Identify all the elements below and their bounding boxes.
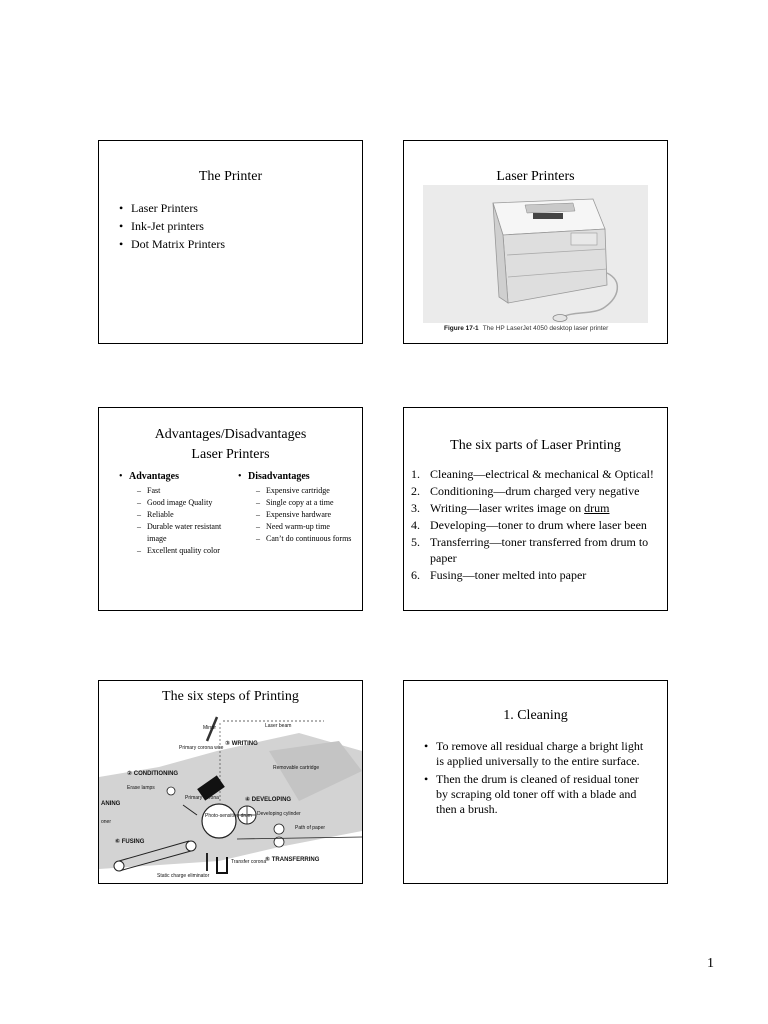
list-item: – Can’t do continuous forms xyxy=(238,533,356,545)
list-item: – Durable water resistant image xyxy=(119,521,237,545)
bullet-list xyxy=(424,739,649,817)
label-photo-drum: Photo-sensitive drum xyxy=(205,813,252,819)
list-item: – Reliable xyxy=(119,509,237,521)
list-item: • To remove all residual charge a bright light is applied universally to the entire surface. xyxy=(424,739,649,769)
disadvantages-heading: • Disadvantages xyxy=(238,470,356,484)
slide-advantages-disadvantages xyxy=(98,407,363,611)
list-item: – Need warm-up time xyxy=(238,521,356,533)
label-developing: ④ DEVELOPING xyxy=(245,797,292,803)
label-fusing: ⑥ FUSING xyxy=(115,839,145,845)
photosensitive-drum xyxy=(202,804,236,838)
list-item xyxy=(411,500,663,516)
step-text: Conditioning—drum charged very negative xyxy=(430,484,640,498)
list-item: • Ink-Jet printers xyxy=(119,217,225,235)
list-item: • Laser Printers xyxy=(119,199,225,217)
advantages-list xyxy=(119,485,237,557)
slide-subtitle: Laser Printers xyxy=(191,447,270,462)
step-number: 2. xyxy=(411,484,420,498)
label-cleaning-partial: ANING xyxy=(101,801,121,807)
step-text: Fusing—toner melted into paper xyxy=(430,568,587,582)
slide-title: Advantages/Disadvantages xyxy=(154,427,307,442)
label-erase-lamps: Erase lamps xyxy=(127,785,155,791)
label-transferring: ⑤ TRANSFERRING xyxy=(265,857,320,863)
label-writing: ③ WRITING xyxy=(225,741,258,747)
list-item xyxy=(411,567,663,583)
label-developing-cylinder: Developing cylinder xyxy=(257,811,301,817)
list-item xyxy=(411,466,663,482)
list-item: – Fast xyxy=(119,485,237,497)
laser-printer-photo xyxy=(423,185,648,323)
bullet-list xyxy=(119,199,225,253)
slide-title: The six steps of Printing xyxy=(162,689,299,704)
step-text-underlined: drum xyxy=(584,501,610,515)
label-laser-beam: Laser beam xyxy=(265,723,292,729)
label-removable-cartridge: Removable cartridge xyxy=(273,765,320,771)
label-path-of-paper: Path of paper xyxy=(295,825,326,831)
figure-caption-text: The HP LaserJet 4050 desktop laser printer xyxy=(482,325,609,332)
list-item: • Then the drum is cleaned of residual toner by scraping old toner off with a blade and then a brush. xyxy=(424,772,649,817)
label-toner-partial: oner xyxy=(101,819,112,825)
list-item xyxy=(411,517,663,533)
step-number: 5. xyxy=(411,535,420,549)
list-item: • Dot Matrix Printers xyxy=(119,235,225,253)
list-item: – Good image Quality xyxy=(119,497,237,509)
slide-title: The Printer xyxy=(198,169,263,184)
slide-title: 1. Cleaning xyxy=(503,708,568,723)
label-primary-corona: Primary corona xyxy=(185,795,219,801)
label-conditioning: ② CONDITIONING xyxy=(127,771,179,777)
slide-the-printer xyxy=(98,140,363,344)
step-text: Writing—laser writes image on xyxy=(430,501,585,515)
advantages-column xyxy=(119,470,237,557)
step-number: 4. xyxy=(411,518,420,532)
figure-number: Figure 17-1 xyxy=(444,325,479,332)
list-item: – Expensive cartridge xyxy=(238,485,356,497)
printing-process-diagram xyxy=(99,711,362,883)
list-item: – Expensive hardware xyxy=(238,509,356,521)
figure-caption xyxy=(444,325,608,332)
label-transfer-corona: Transfer corona xyxy=(231,859,267,865)
list-item xyxy=(411,534,663,566)
slide-title: The six parts of Laser Printing xyxy=(450,438,621,453)
list-item: – Single copy at a time xyxy=(238,497,356,509)
step-number: 6. xyxy=(411,568,420,582)
label-mirror: Mirror xyxy=(203,725,217,731)
slide-laser-printers xyxy=(403,140,668,344)
label-static-eliminator: Static charge eliminator xyxy=(157,873,210,879)
steps-list xyxy=(411,466,663,584)
advantages-heading: • Advantages xyxy=(119,470,237,484)
slide-six-parts xyxy=(403,407,668,611)
label-primary-corona-wire: Primary corona wire xyxy=(179,745,224,751)
slide-title: Laser Printers xyxy=(496,169,575,184)
step-number: 3. xyxy=(411,501,420,515)
step-number: 1. xyxy=(411,467,420,481)
disadvantages-column xyxy=(238,470,356,545)
page-number: 1 xyxy=(707,956,714,971)
step-text: Cleaning—electrical & mechanical & Optical! xyxy=(430,467,654,481)
step-text: Developing—toner to drum where laser been xyxy=(430,518,647,532)
list-item xyxy=(411,483,663,499)
slide-cleaning xyxy=(403,680,668,884)
step-text: Transferring—toner transferred from drum to paper xyxy=(430,535,649,565)
disadvantages-list xyxy=(238,485,356,545)
list-item: – Excellent quality color xyxy=(119,545,237,557)
slide-six-steps xyxy=(98,680,363,884)
